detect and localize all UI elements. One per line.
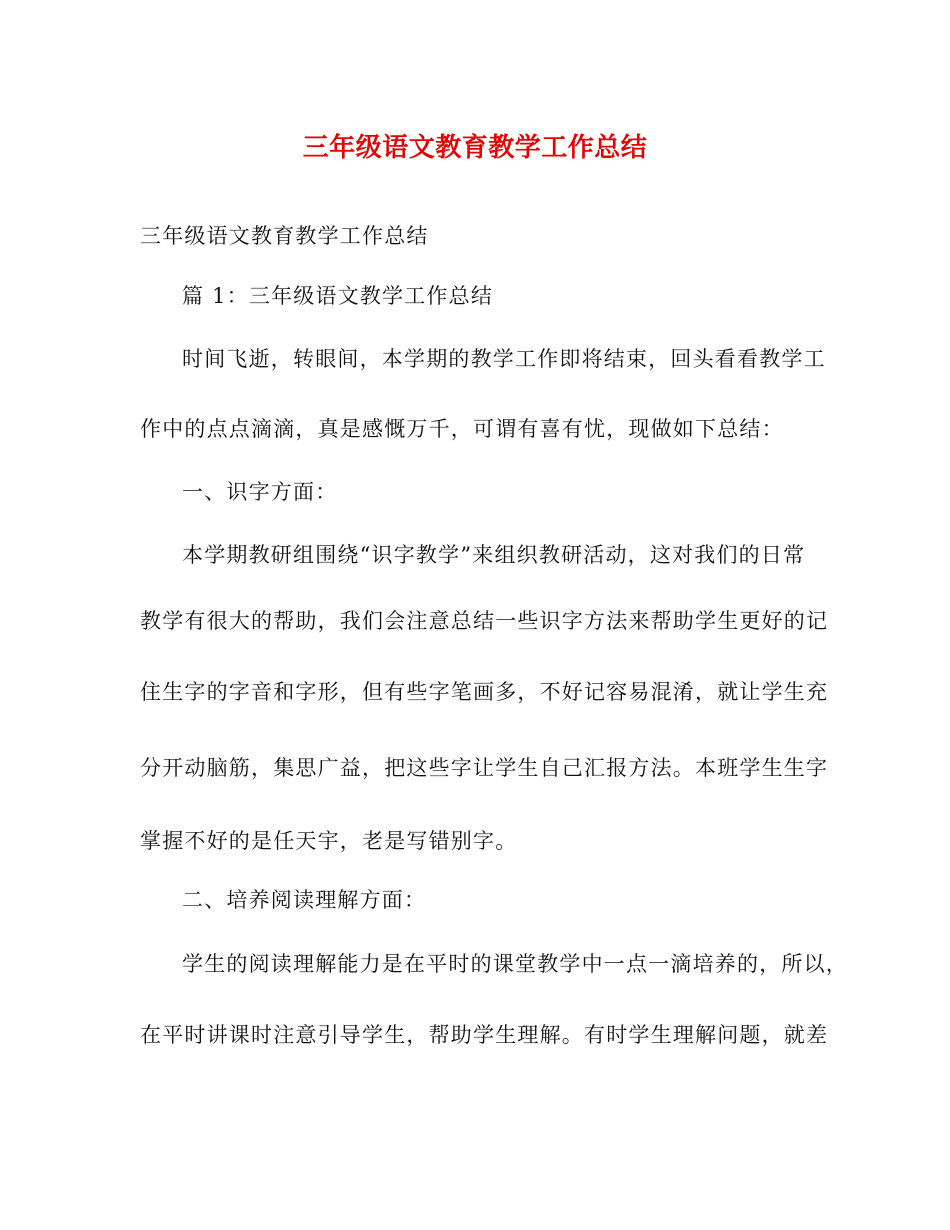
paragraph-line: 学生的阅读理解能力是在平时的课堂教学中一点一滴培养的，所以， [182, 952, 848, 976]
paragraph-line: 掌握不好的是任天宇，老是写错别字。 [140, 829, 518, 853]
document-title: 三年级语文教育教学工作总结 [302, 133, 648, 163]
paragraph-line: 分开动脑筋，集思广益，把这些字让学生自己汇报方法。本班学生生字 [140, 756, 829, 780]
paragraph-line: 本学期教研组围绕“识字教学”来组织教研活动，这对我们的日常 [182, 543, 806, 567]
paragraph-line: 在平时讲课时注意引导学生，帮助学生理解。有时学生理解问题，就差 [140, 1023, 829, 1047]
section-heading-reading: 二、培养阅读理解方面： [182, 888, 427, 912]
paragraph-line: 教学有很大的帮助，我们会注意总结一些识字方法来帮助学生更好的记 [140, 609, 829, 633]
paragraph-line: 住生字的字音和字形，但有些字笔画多，不好记容易混淆，就让学生充 [140, 680, 829, 704]
subtitle-line: 三年级语文教育教学工作总结 [140, 224, 429, 248]
paragraph-line: 作中的点点滴滴，真是感慨万千，可谓有喜有忧，现做如下总结： [140, 417, 784, 441]
paragraph-line: 时间飞逝，转眼间，本学期的教学工作即将结束，回头看看教学工 [182, 347, 826, 371]
section-heading-literacy: 一、识字方面： [182, 480, 338, 504]
section-heading-article-1: 篇 1：三年级语文教学工作总结 [182, 284, 494, 308]
